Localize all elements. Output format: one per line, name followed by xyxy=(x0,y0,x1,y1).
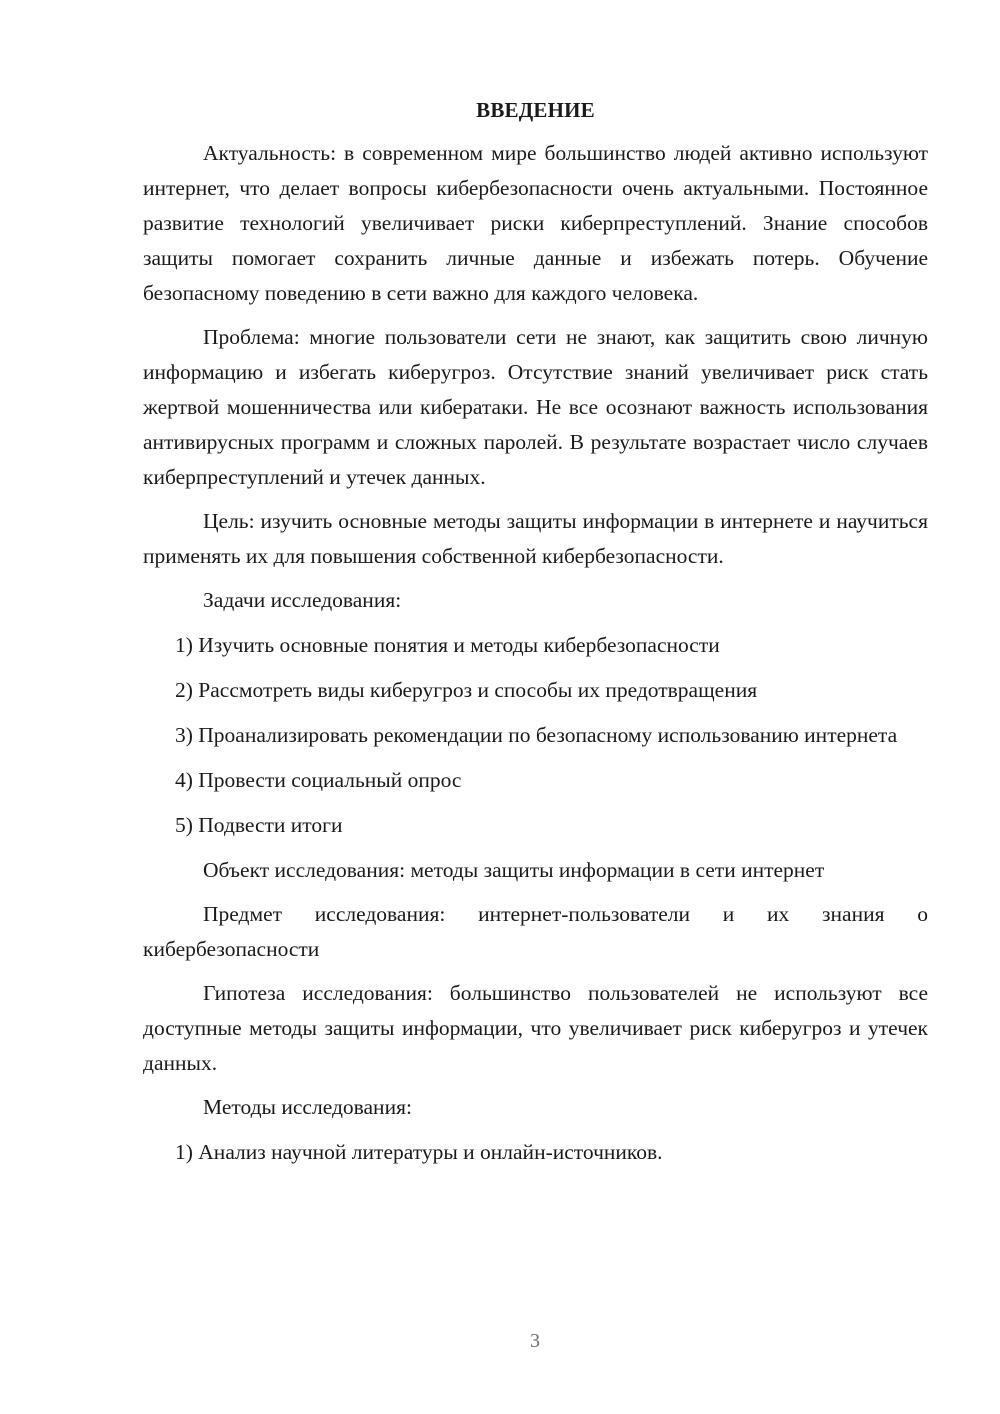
document-page xyxy=(143,90,928,1180)
methods-heading: Методы исследования: xyxy=(203,1095,412,1119)
task-item: 3) Проанализировать рекомендации по безопасному использованию интернета xyxy=(175,723,898,747)
tasks-heading: Задачи исследования: xyxy=(203,588,402,612)
goal-paragraph: Цель: изучить основные методы защиты информации в интернете и научиться применять их для повышения собственной кибербезопасности. xyxy=(143,509,928,568)
task-item: 1) Изучить основные понятия и методы кибербезопасности xyxy=(175,633,720,657)
subject-paragraph: Предмет исследования: интернет-пользователи и их знания о кибербезопасности xyxy=(143,902,928,961)
method-item: 1) Анализ научной литературы и онлайн-источников. xyxy=(175,1140,663,1164)
page-number: 3 xyxy=(530,1330,540,1352)
hypothesis-paragraph: Гипотеза исследования: большинство пользователей не используют все доступные методы защиты информации, что увеличивает риск киберугроз и утечек данных. xyxy=(143,981,928,1075)
object-paragraph: Объект исследования: методы защиты информации в сети интернет xyxy=(203,858,825,882)
relevance-paragraph: Актуальность: в современном мире большинство людей активно используют интернет, что делает вопросы кибербезопасности очень актуальными. Постоянное развитие технологий увеличивает риски киберпреступлений. Знание способов защиты помогает сохранить личные данные и избежать потерь. Обучение безопасному поведению в сети важно для каждого человека. xyxy=(143,141,928,305)
task-item: 5) Подвести итоги xyxy=(175,813,343,837)
task-item: 2) Рассмотреть виды киберугроз и способы их предотвращения xyxy=(175,678,758,702)
section-title: ВВЕДЕНИЕ xyxy=(476,98,595,122)
problem-paragraph: Проблема: многие пользователи сети не знают, как защитить свою личную информацию и избегать киберугроз. Отсутствие знаний увеличивает риск стать жертвой мошенничества или кибератаки. Не все осознают важность использования антивирусных программ и сложных паролей. В результате возрастает число случаев киберпреступлений и утечек данных. xyxy=(143,325,928,489)
task-item: 4) Провести социальный опрос xyxy=(175,768,462,792)
